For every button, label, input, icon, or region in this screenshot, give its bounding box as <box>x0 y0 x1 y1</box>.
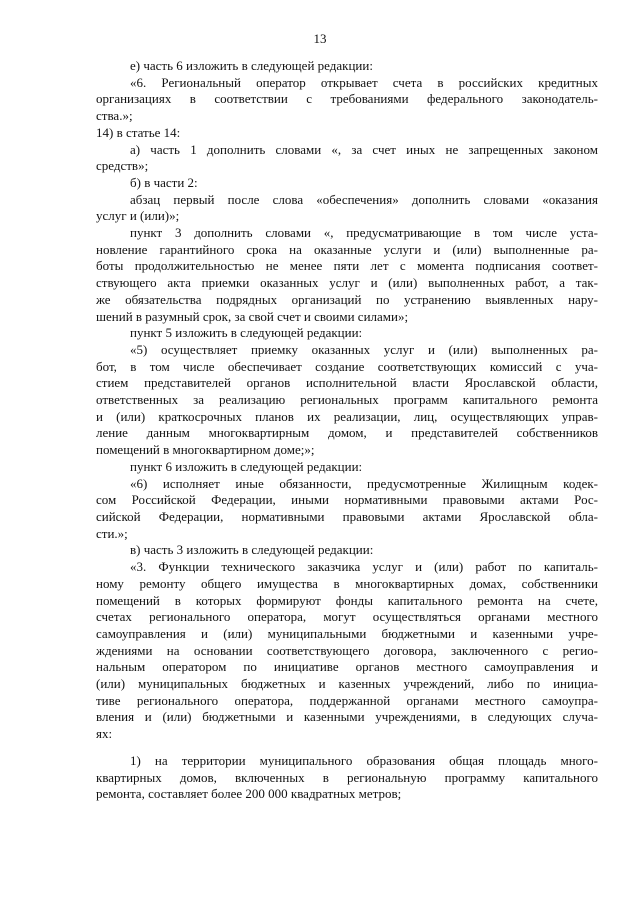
paragraph <box>96 476 598 543</box>
paragraph <box>96 325 598 342</box>
paragraph <box>96 459 598 476</box>
text-line: и (или) краткосрочных планов их реализации, лиц, осуществляющих управ- <box>96 408 598 424</box>
text-line: помещений в которых формируют фонды капитального ремонта на счете, <box>96 592 598 608</box>
text-line: счетах регионального оператора, могут осуществляться органами местного <box>96 609 598 625</box>
text-line: «6. Региональный оператор открывает счета в российских кредитных <box>130 74 598 90</box>
text-line: б) в части 2: <box>130 174 198 190</box>
paragraph <box>96 192 598 225</box>
text-line: ства.»; <box>96 108 133 124</box>
paragraph <box>96 58 598 75</box>
text-line: а) часть 1 дополнить словами «, за счет иных не запрещенных законом <box>130 141 598 157</box>
text-line: сти.»; <box>96 525 128 541</box>
text-line: «3. Функции технического заказчика услуг и (или) работ по капиталь- <box>130 559 598 575</box>
text-line: ждениями на основании соответствующего договора, заключенного с регио- <box>96 642 598 658</box>
text-line: «5) осуществляет приемку оказанных услуг и (или) выполненных ра- <box>130 341 598 357</box>
text-line: шений в разумный срок, за свой счет и своими силами»; <box>96 308 409 324</box>
text-line: организациях в соответствии с требованиями федерального законодатель- <box>96 91 598 107</box>
text-line: 1) на территории муниципального образования общая площадь много- <box>130 752 598 768</box>
text-line: «6) исполняет иные обязанности, предусмотренные Жилищным кодек- <box>130 475 598 491</box>
text-line: пункт 5 изложить в следующей редакции: <box>130 325 363 341</box>
text-line: ремонта, составляет более 200 000 квадратных метров; <box>96 786 402 802</box>
text-line: абзац первый после слова «обеспечения» дополнить словами «оказания <box>130 191 598 207</box>
paragraph <box>96 225 598 325</box>
text-line: сом Российской Федерации, иными нормативными правовыми актами Рос- <box>96 492 598 508</box>
text-line: помещений в многоквартирном доме;»; <box>96 442 315 458</box>
text-line: средств»; <box>96 158 149 174</box>
paragraph <box>96 559 598 743</box>
text-line: ление данным многоквартирным домом, и представителей собственников <box>96 425 598 441</box>
text-line: сийской Федерации, нормативными правовыми актами Ярославской обла- <box>96 508 598 524</box>
text-line: стием представителей органов исполнительной власти Ярославской области, <box>96 375 598 391</box>
page-number: 13 <box>313 31 327 46</box>
text-line: пункт 6 изложить в следующей редакции: <box>130 458 363 474</box>
text-line: самоуправления и (или) муниципальными бюджетными и казенными учре- <box>96 625 598 641</box>
paragraph <box>96 175 598 192</box>
text-line: квартирных домов, включенных в региональную программу капитального <box>96 769 598 785</box>
text-line: же обязательства подрядных организаций по устранению выявленных нару- <box>96 291 598 307</box>
text-line: ях: <box>96 726 113 742</box>
text-line: вления и (или) бюджетными и казенными учреждениями, в следующих случа- <box>96 709 598 725</box>
text-line: новление гарантийного срока на оказанные услуги и (или) выполненные ра- <box>96 241 598 257</box>
document-body <box>96 58 598 803</box>
text-line: боты продолжительностью не менее пяти лет с момента подписания соответ- <box>96 258 598 274</box>
text-line: ответственных за реализацию региональных программ капитального ремонта <box>96 392 598 408</box>
paragraph <box>96 753 598 803</box>
paragraph <box>96 342 598 459</box>
text-line: услуг и (или)»; <box>96 208 180 224</box>
text-line: пункт 3 дополнить словами «, предусматривающие в том числе уста- <box>130 225 598 241</box>
text-line: (или) муниципальных бюджетных и казенных учреждений, либо по инициа- <box>96 676 598 692</box>
paragraph <box>96 542 598 559</box>
paragraph <box>96 125 598 142</box>
text-line: в) часть 3 изложить в следующей редакции: <box>130 542 374 558</box>
text-line: ствующего акта приемки оказанных услуг и (или) выполненных работ, а так- <box>96 275 598 291</box>
text-line: е) часть 6 изложить в следующей редакции: <box>130 58 373 73</box>
paragraph <box>96 142 598 175</box>
paragraph <box>96 75 598 125</box>
text-line: ному ремонту общего имущества в многоквартирных домах, собственники <box>96 575 598 591</box>
text-line: бот, в том числе обеспечивает создание соответствующих комиссий с уча- <box>96 358 598 374</box>
text-line: тиве регионального оператора, поддержанной органами местного самоупра- <box>96 692 598 708</box>
text-line: 14) в статье 14: <box>96 124 181 140</box>
text-line: нальным оператором по инициативе органов местного самоуправления и <box>96 659 598 675</box>
